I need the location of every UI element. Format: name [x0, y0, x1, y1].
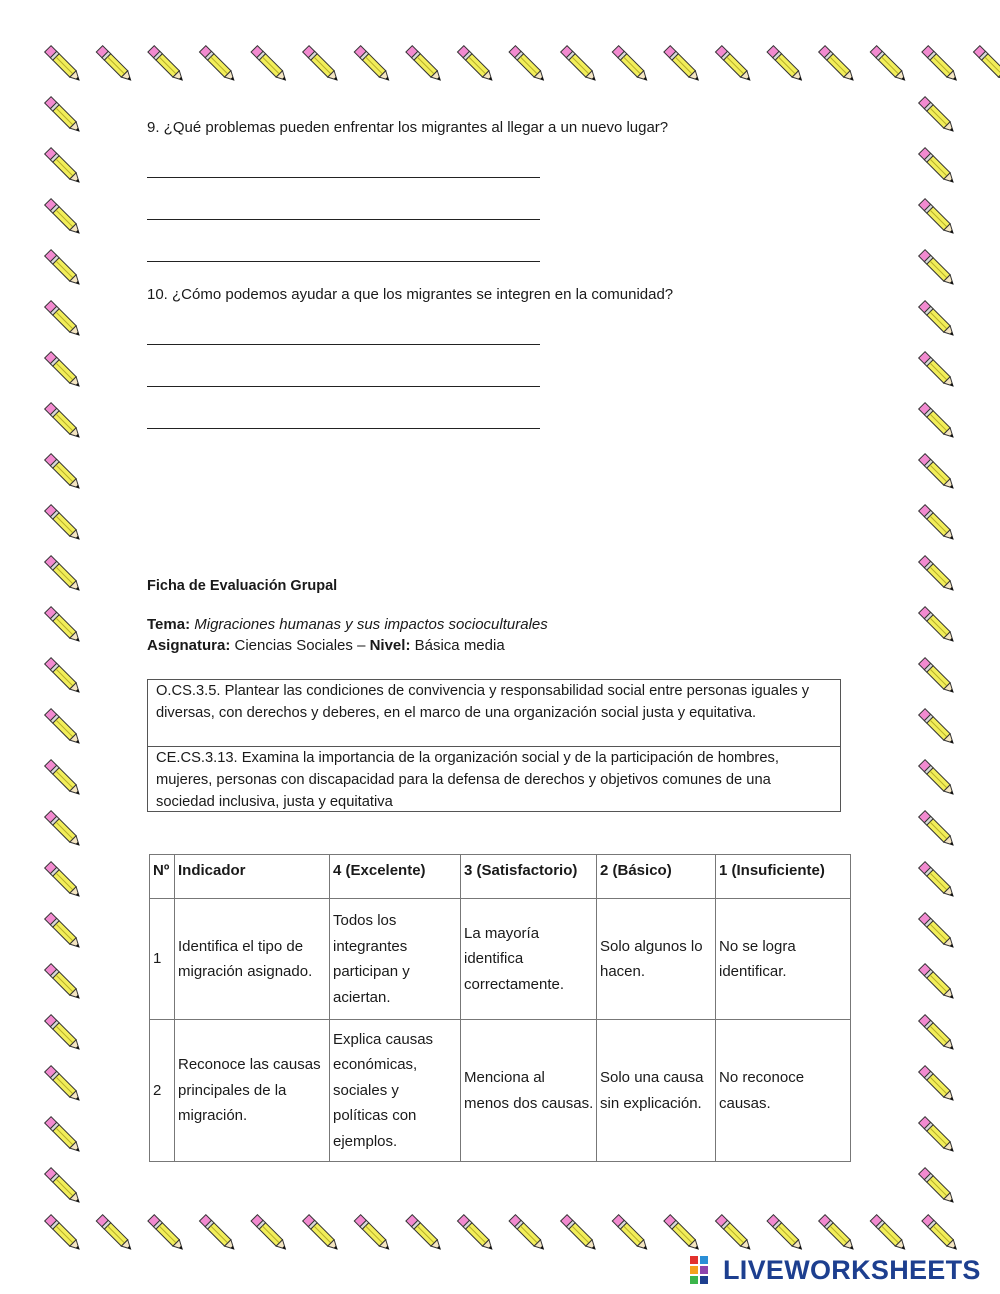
- header-number: Nº: [150, 855, 175, 899]
- basic-cell: Solo una causa sin explicación.: [597, 1020, 716, 1162]
- pencil-icon: [45, 199, 83, 237]
- pencil-icon: [664, 46, 702, 84]
- pencil-icon: [45, 658, 83, 696]
- answer-line[interactable]: [147, 344, 540, 345]
- pencil-icon: [919, 199, 957, 237]
- row-number: 1: [150, 899, 175, 1020]
- pencil-icon: [199, 46, 237, 84]
- pencil-icon: [919, 862, 957, 900]
- indicator-cell: Identifica el tipo de migración asignado.: [175, 899, 330, 1020]
- pencil-icon: [96, 46, 134, 84]
- pencil-icon: [251, 46, 289, 84]
- pencil-icon: [45, 301, 83, 339]
- pencil-icon: [45, 1066, 83, 1104]
- pencil-icon: [45, 250, 83, 288]
- pencil-icon: [45, 46, 83, 84]
- pencil-icon: [354, 46, 392, 84]
- asignatura-label: Asignatura:: [147, 637, 231, 654]
- header-satisfactory: 3 (Satisfactorio): [461, 855, 597, 899]
- pencil-icon: [561, 46, 599, 84]
- pencil-icon: [715, 1215, 753, 1253]
- pencil-icon: [919, 913, 957, 951]
- pencil-icon: [767, 1215, 805, 1253]
- pencil-icon: [919, 1015, 957, 1053]
- pencil-icon: [457, 1215, 495, 1253]
- row-number: 2: [150, 1020, 175, 1162]
- satisfactory-cell: Menciona al menos dos causas.: [461, 1020, 597, 1162]
- pencil-icon: [919, 454, 957, 492]
- pencil-icon: [96, 1215, 134, 1253]
- pencil-icon: [45, 454, 83, 492]
- question-9: 9. ¿Qué problemas pueden enfrentar los migrantes al llegar a un nuevo lugar?: [147, 119, 669, 136]
- pencil-icon: [148, 1215, 186, 1253]
- pencil-icon: [45, 1117, 83, 1155]
- pencil-icon: [664, 1215, 702, 1253]
- answer-line[interactable]: [147, 177, 540, 178]
- pencil-icon: [819, 1215, 857, 1253]
- outcomes-box: [147, 679, 841, 812]
- pencil-icon: [45, 1215, 83, 1253]
- pencil-icon: [457, 46, 495, 84]
- pencil-icon: [919, 250, 957, 288]
- asignatura-value: Ciencias Sociales –: [234, 637, 366, 654]
- nivel-label: Nivel:: [369, 637, 411, 654]
- pencil-icon: [509, 1215, 547, 1253]
- pencil-icon: [919, 964, 957, 1002]
- pencil-icon: [199, 1215, 237, 1253]
- pencil-icon: [561, 1215, 599, 1253]
- pencil-icon: [354, 1215, 392, 1253]
- rubric-table: [149, 854, 851, 1162]
- pencil-icon: [148, 46, 186, 84]
- tema-line: [147, 616, 548, 633]
- logo-blocks-icon: [690, 1256, 720, 1284]
- excellent-cell: Todos los integrantes participan y aciertan.: [330, 899, 461, 1020]
- asignatura-line: [147, 637, 505, 654]
- pencil-icon: [919, 1066, 957, 1104]
- pencil-icon: [406, 46, 444, 84]
- pencil-icon: [45, 352, 83, 390]
- excellent-cell: Explica causas económicas, sociales y políticas con ejemplos.: [330, 1020, 461, 1162]
- pencil-icon: [303, 46, 341, 84]
- pencil-icon: [45, 760, 83, 798]
- pencil-icon: [919, 556, 957, 594]
- pencil-icon: [45, 964, 83, 1002]
- pencil-icon: [819, 46, 857, 84]
- header-excellent: 4 (Excelente): [330, 855, 461, 899]
- rubric-header-row: [150, 855, 851, 899]
- pencil-icon: [45, 97, 83, 135]
- answer-line[interactable]: [147, 428, 540, 429]
- pencil-icon: [919, 505, 957, 543]
- pencil-icon: [45, 505, 83, 543]
- answer-line[interactable]: [147, 261, 540, 262]
- basic-cell: Solo algunos lo hacen.: [597, 899, 716, 1020]
- answer-line[interactable]: [147, 219, 540, 220]
- pencil-icon: [919, 760, 957, 798]
- pencil-icon: [870, 46, 908, 84]
- pencil-icon: [509, 46, 547, 84]
- pencil-icon: [919, 811, 957, 849]
- pencil-icon: [919, 97, 957, 135]
- pencil-icon: [612, 1215, 650, 1253]
- tema-value: Migraciones humanas y sus impactos socioculturales: [194, 616, 548, 633]
- pencil-icon: [919, 709, 957, 747]
- criterion-text: CE.CS.3.13. Examina la importancia de la organización social y de la participación de hombres, mujeres, personas con discapacidad para la defensa de derechos y objetivos comunes de una sociedad inclusiva, justa y equitativa: [156, 750, 779, 810]
- header-insufficient: 1 (Insuficiente): [716, 855, 851, 899]
- insufficient-cell: No se logra identificar.: [716, 899, 851, 1020]
- insufficient-cell: No reconoce causas.: [716, 1020, 851, 1162]
- pencil-icon: [919, 352, 957, 390]
- pencil-icon: [870, 1215, 908, 1253]
- header-basic: 2 (Básico): [597, 855, 716, 899]
- pencil-icon: [973, 46, 1000, 84]
- table-row: [150, 1020, 851, 1162]
- pencil-icon: [45, 1168, 83, 1206]
- logo-text: LIVEWORKSHEETS: [723, 1254, 981, 1285]
- pencil-icon: [45, 811, 83, 849]
- tema-label: Tema:: [147, 616, 191, 633]
- pencil-icon: [45, 709, 83, 747]
- question-10: 10. ¿Cómo podemos ayudar a que los migrantes se integren en la comunidad?: [147, 286, 674, 303]
- objective-text: O.CS.3.5. Plantear las condiciones de convivencia y responsabilidad social entre personas iguales y diversas, con derechos y deberes, en el marco de una organización social justa y equitativa.: [148, 680, 840, 747]
- pencil-icon: [767, 46, 805, 84]
- pencil-icon: [919, 403, 957, 441]
- pencil-icon: [45, 862, 83, 900]
- evaluation-title: Ficha de Evaluación Grupal: [147, 578, 338, 594]
- pencil-icon: [919, 658, 957, 696]
- pencil-icon: [406, 1215, 444, 1253]
- pencil-icon: [251, 1215, 289, 1253]
- pencil-icon: [919, 148, 957, 186]
- pencil-icon: [922, 46, 960, 84]
- pencil-icon: [45, 913, 83, 951]
- header-indicator: Indicador: [175, 855, 330, 899]
- pencil-icon: [45, 403, 83, 441]
- liveworksheets-logo[interactable]: [690, 1254, 981, 1286]
- pencil-icon: [919, 607, 957, 645]
- pencil-icon: [303, 1215, 341, 1253]
- pencil-icon: [45, 1015, 83, 1053]
- pencil-icon: [919, 1117, 957, 1155]
- pencil-icon: [919, 1168, 957, 1206]
- pencil-icon: [715, 46, 753, 84]
- satisfactory-cell: La mayoría identifica correctamente.: [461, 899, 597, 1020]
- nivel-value: Básica media: [414, 637, 505, 654]
- table-row: [150, 899, 851, 1020]
- pencil-icon: [919, 301, 957, 339]
- indicator-cell: Reconoce las causas principales de la migración.: [175, 1020, 330, 1162]
- answer-line[interactable]: [147, 386, 540, 387]
- pencil-icon: [922, 1215, 960, 1253]
- pencil-icon: [45, 556, 83, 594]
- pencil-icon: [45, 607, 83, 645]
- pencil-icon: [612, 46, 650, 84]
- pencil-icon: [45, 148, 83, 186]
